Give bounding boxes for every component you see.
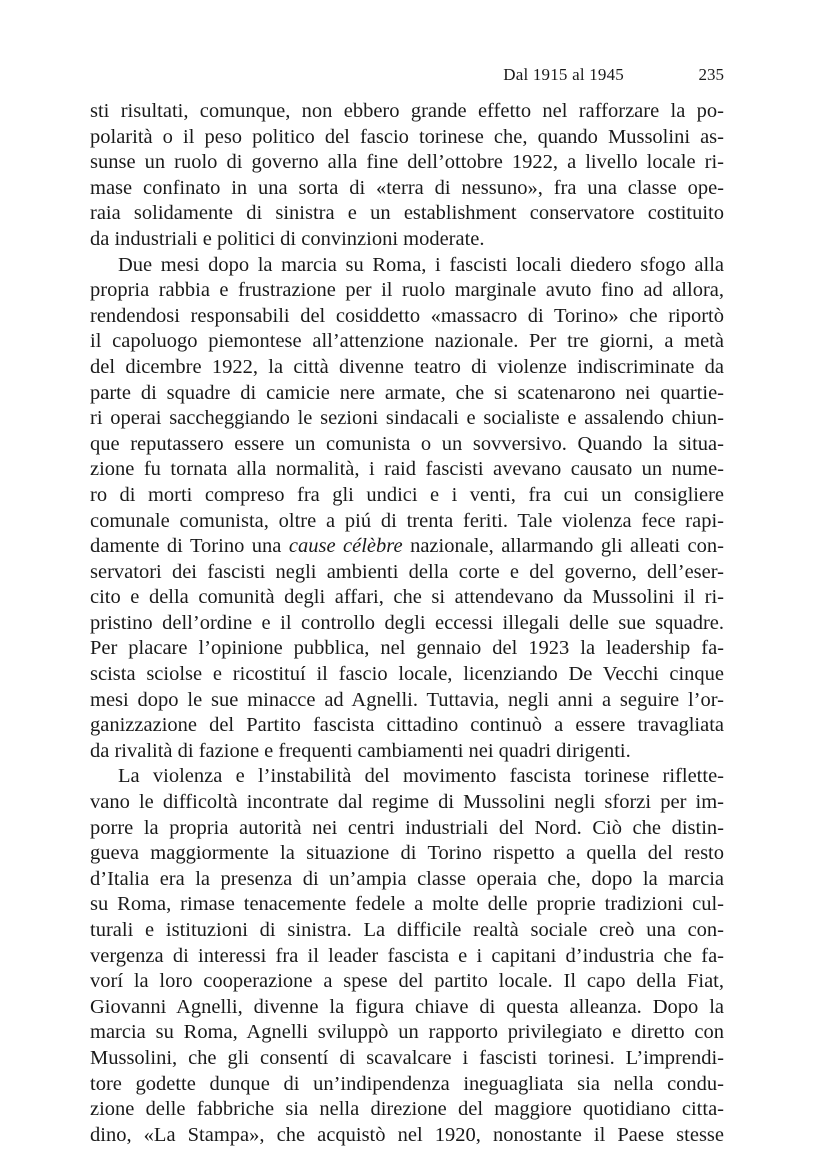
text-line: scista sciolse e ricostituí il fascio locale, licenziando De Vecchi cinque	[90, 663, 724, 686]
text-line: cito e della comunità degli affari, che si attendevano da Mussolini il ri-	[90, 586, 724, 609]
text-line: da rivalità di fazione e frequenti cambiamenti nei quadri dirigenti.	[90, 739, 631, 762]
text-line: que reputassero essere un comunista o un sovversivo. Quando la situa-	[90, 432, 724, 455]
text-line: parte di squadre di camicie nere armate, che si scatenarono nei quartie-	[90, 381, 724, 404]
text-line: marcia su Roma, Agnelli sviluppò un rapporto privilegiato e diretto con	[90, 1021, 724, 1044]
text-line: rendendosi responsabili del cosiddetto «massacro di Torino» che riportò	[90, 304, 724, 327]
text-line: La violenza e l’instabilità del movimento fascista torinese riflette-	[118, 765, 724, 788]
text-line: turali e istituzioni di sinistra. La difficile realtà sociale creò una con-	[90, 919, 724, 941]
text-line: dino, «La Stampa», che acquistò nel 1920, nonostante il Paese stesse	[90, 1123, 724, 1146]
text-line: d’Italia era la presenza di un’ampia classe operaia che, dopo la marcia	[90, 867, 724, 890]
text-line: del dicembre 1922, la città divenne teatro di violenze indiscriminate da	[90, 355, 724, 378]
text-line: vergenza di interessi fra il leader fascista e i capitani d’industria che fa-	[90, 944, 724, 967]
text-line: Per placare l’opinione pubblica, nel gennaio del 1923 la leadership fa-	[90, 637, 724, 660]
text-line: zione fu tornata alla normalità, i raid fascisti avevano causato un nume-	[90, 458, 724, 481]
text-line: da industriali e politici di convinzioni moderate.	[90, 227, 485, 250]
text-line: comunale comunista, oltre a piú di trenta feriti. Tale violenza fece rapi-	[90, 509, 724, 532]
paragraph	[90, 99, 724, 253]
body-text	[90, 99, 724, 1148]
text-line: ro di morti compreso fra gli undici e i venti, fra cui un consigliere	[90, 483, 724, 506]
text-line: tore godette dunque di un’indipendenza ineguagliata sia nella condu-	[90, 1072, 724, 1095]
text-line: damente di Torino una cause célèbre nazionale, allarmando gli alleati con-	[90, 535, 724, 558]
page-number: 235	[698, 65, 724, 84]
text-line: Due mesi dopo la marcia su Roma, i fascisti locali diedero sfogo alla	[118, 253, 724, 276]
text-line: vano le difficoltà incontrate dal regime di Mussolini negli sforzi per im-	[90, 791, 724, 814]
text-line: propria rabbia e frustrazione per il ruolo marginale avuto fino ad allora,	[90, 279, 724, 302]
paragraph	[90, 253, 724, 765]
running-header	[90, 63, 724, 87]
text-line: su Roma, rimase tenacemente fedele a molte delle proprie tradizioni cul-	[90, 893, 724, 916]
text-line: vorí la loro cooperazione a spese del partito locale. Il capo della Fiat,	[90, 970, 724, 993]
text-line: sti risultati, comunque, non ebbero grande effetto nel rafforzare la po-	[90, 100, 724, 122]
text-line: polarità o il peso politico del fascio torinese che, quando Mussolini as-	[90, 125, 724, 148]
text-line: raia solidamente di sinistra e un establishment conservatore costituito	[90, 202, 724, 225]
text-line: mase confinato in una sorta di «terra di nessuno», fra una classe ope-	[90, 176, 724, 199]
text-line: porre la propria autorità nei centri industriali del Nord. Ciò che distin-	[90, 816, 724, 839]
text-line: ganizzazione del Partito fascista cittadino continuò a essere travagliata	[90, 714, 724, 737]
paragraph	[90, 764, 724, 1148]
text-line: ri operai saccheggiando le sezioni sindacali e socialiste e assalendo chiun-	[90, 407, 724, 430]
text-line: zione delle fabbriche sia nella direzione del maggiore quotidiano citta-	[90, 1098, 724, 1121]
text-line: il capoluogo piemontese all’attenzione nazionale. Per tre giorni, a metà	[90, 330, 724, 353]
italic-phrase: cause célèbre	[288, 535, 403, 558]
text-line: mesi dopo le sue minacce ad Agnelli. Tuttavia, negli anni a seguire l’or-	[90, 688, 724, 711]
text-line: pristino dell’ordine e il controllo degli eccessi illegali delle sue squadre.	[90, 611, 724, 634]
text-line: gueva maggiormente la situazione di Torino rispetto a quella del resto	[90, 842, 724, 865]
running-title: Dal 1915 al 1945	[503, 65, 624, 84]
text-line: sunse un ruolo di governo alla fine dell’ottobre 1922, a livello locale ri-	[90, 151, 724, 174]
text-line: servatori dei fascisti negli ambienti della corte e del governo, dell’eser-	[90, 560, 724, 583]
text-line: Giovanni Agnelli, divenne la figura chiave di questa alleanza. Dopo la	[90, 995, 724, 1018]
text-line: Mussolini, che gli consentí di scavalcare i fascisti torinesi. L’imprendi-	[90, 1046, 724, 1069]
